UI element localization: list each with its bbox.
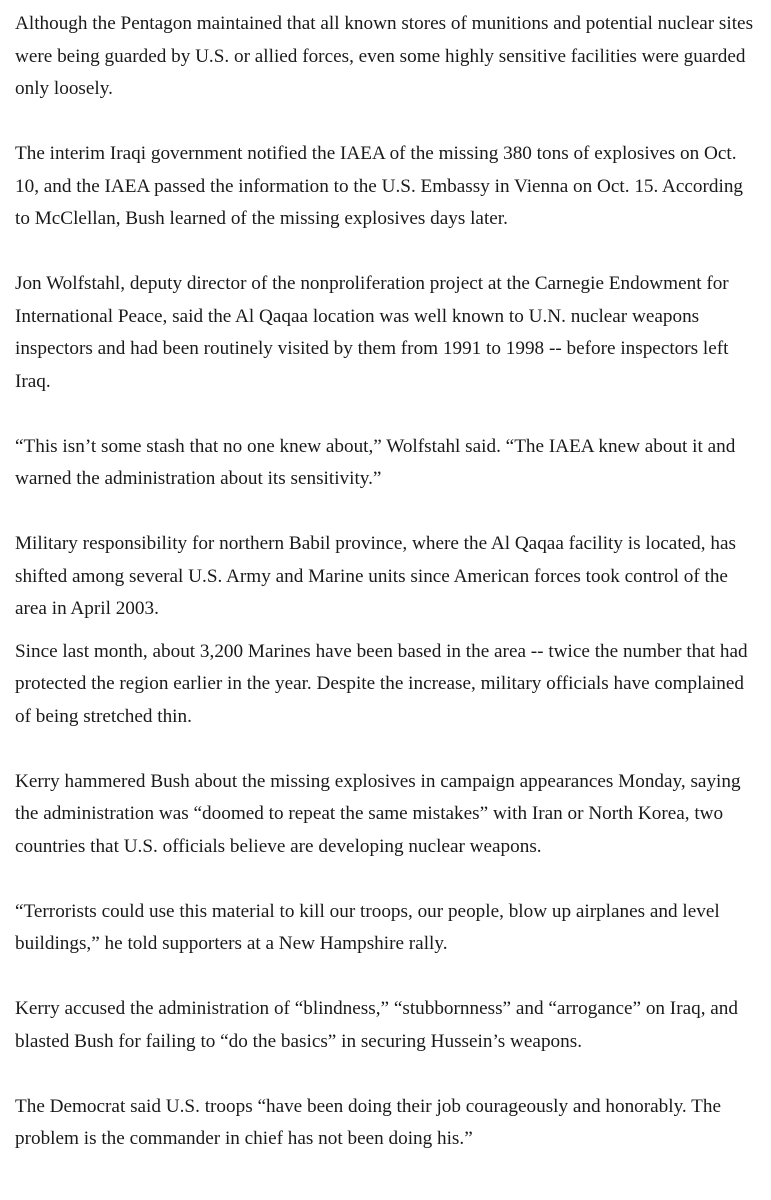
article-paragraph: Kerry accused the administration of “blindness,” “stubbornness” and “arrogance” on Iraq, and blasted Bush for failing to “do the basics” in securing Hussein’s weapons. xyxy=(15,998,738,1052)
article-paragraph: The interim Iraqi government notified the IAEA of the missing 380 tons of explosives on Oct. 10, and the IAEA passed the information to the U.S. Embassy in Vienna on Oct. 15. According to McClellan, Bush learned of the missing explosives days later. xyxy=(15,143,744,229)
article-paragraph: “Terrorists could use this material to kill our troops, our people, blow up airplanes and level buildings,” he told supporters at a New Hampshire rally. xyxy=(15,900,720,954)
article-paragraph: Although the Pentagon maintained that all known stores of munitions and potential nuclear sites were being guarded by U.S. or allied forces, even some highly sensitive facilities were guarded only loosely. xyxy=(15,13,754,99)
article-paragraph: Since last month, about 3,200 Marines have been based in the area -- twice the number that had protected the region earlier in the year. Despite the increase, military officials have complained of being stretched thin. xyxy=(15,640,748,727)
article-paragraph: “This isn’t some stash that no one knew about,” Wolfstahl said. “The IAEA knew about it and warned the administration about its sensitivity.” xyxy=(15,435,736,489)
article-paragraph: Jon Wolfstahl, deputy director of the nonproliferation project at the Carnegie Endowment for International Peace, said the Al Qaqaa location was well known to U.N. nuclear weapons inspectors and had been routinely visited by them from 1991 to 1998 -- before inspectors left Iraq. xyxy=(15,273,729,392)
article-paragraph: Kerry hammered Bush about the missing explosives in campaign appearances Monday, saying the administration was “doomed to repeat the same mistakes” with Iran or North Korea, two countries that U.S. officials believe are developing nuclear weapons. xyxy=(15,770,741,857)
article-paragraph: Military responsibility for northern Babil province, where the Al Qaqaa facility is located, has shifted among several U.S. Army and Marine units since American forces took control of the area in April 2003. xyxy=(15,533,736,619)
article-paragraph: The Democrat said U.S. troops “have been doing their job courageously and honorably. The problem is the commander in chief has not been doing his.” xyxy=(15,1095,722,1149)
